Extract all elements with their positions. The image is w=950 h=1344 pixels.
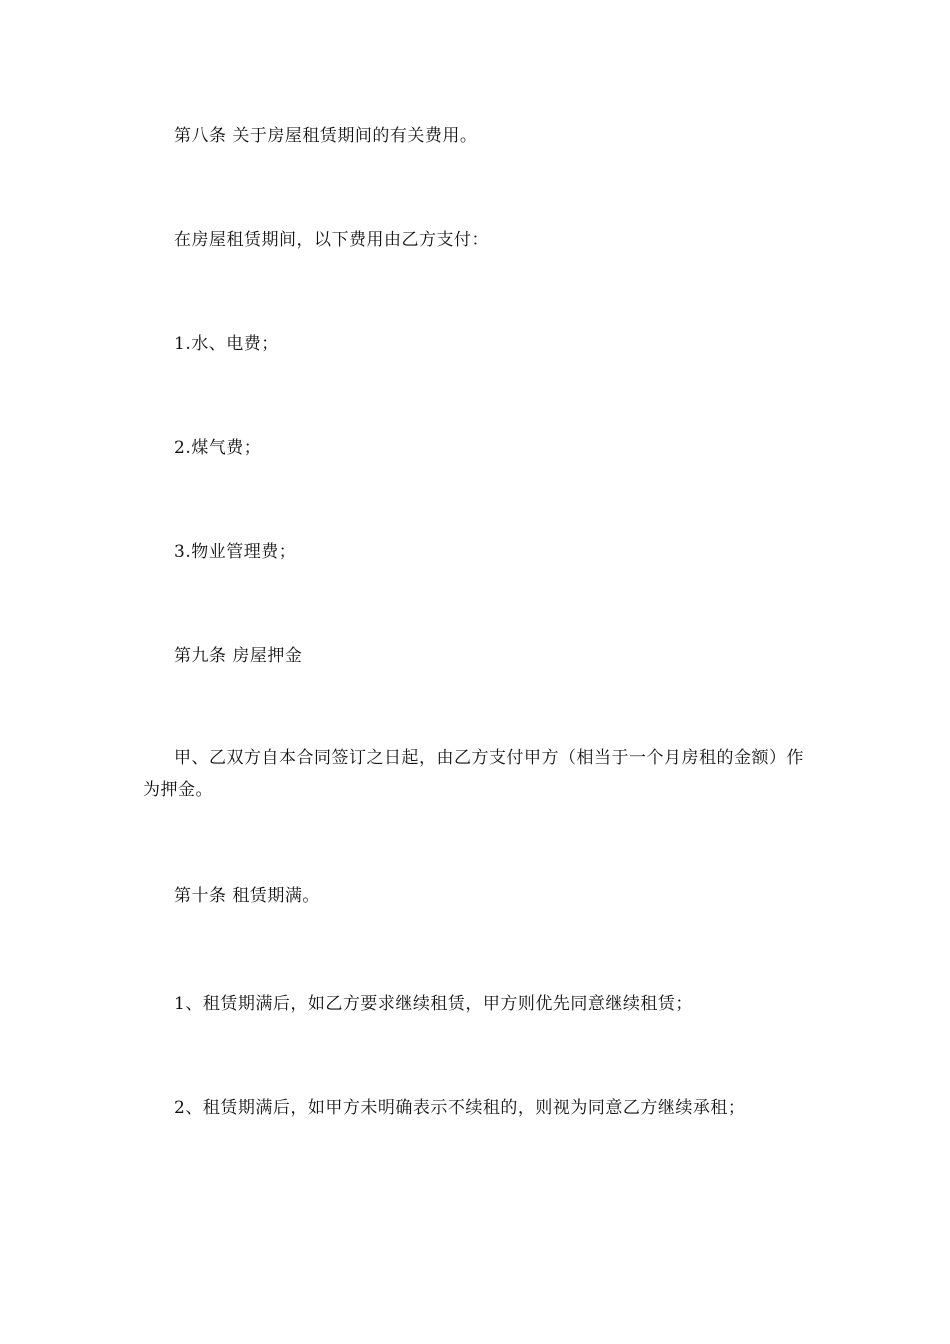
list-item-renewal-priority: 1、租赁期满后，如乙方要求继续租赁，甲方则优先同意继续租赁；: [174, 994, 693, 1014]
list-item-utilities: 1.水、电费；: [174, 334, 279, 354]
article-10-heading: 第十条 租赁期满。: [174, 886, 320, 906]
list-item-implied-renewal: 2、租赁期满后，如甲方未明确表示不续租的，则视为同意乙方继续承租；: [174, 1098, 746, 1118]
article-8-heading: 第八条 关于房屋租赁期间的有关费用。: [174, 126, 478, 146]
paragraph-deposit: 甲、乙双方自本合同签订之日起，由乙方支付甲方（相当于一个月房租的金额）作为押金。: [143, 748, 804, 800]
article-9-heading: 第九条 房屋押金: [174, 646, 303, 666]
list-item-property-fee: 3.物业管理费；: [174, 542, 297, 562]
paragraph-expenses-intro: 在房屋租赁期间，以下费用由乙方支付：: [174, 230, 489, 250]
list-item-gas: 2.煤气费；: [174, 438, 262, 458]
